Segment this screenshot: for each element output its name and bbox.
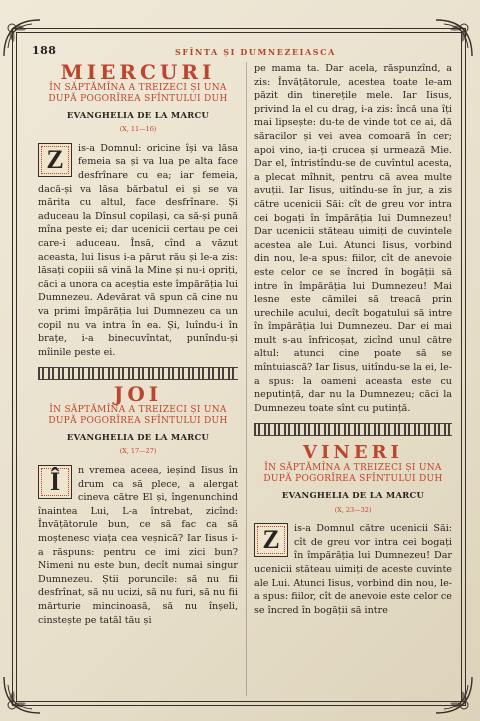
ornamental-divider <box>38 367 238 380</box>
scripture-reference: (X, 17—27) <box>119 447 157 456</box>
gospel-heading: EVANGHELIA DE LA MARCU <box>281 490 425 501</box>
gospel-text <box>254 522 452 617</box>
section-subtitle: ÎN SĂPTĂMÎNA A TREIZECI ȘI UNA DUPĂ POGORÎREA SFÎNTULUI DUH <box>263 463 443 485</box>
running-title: SFÎNTA ȘI DUMNEZEIASCA <box>175 47 336 57</box>
gospel-heading: EVANGHELIA DE LA MARCU <box>66 431 210 442</box>
ornamental-divider <box>254 423 452 436</box>
dropcap-letter: Z <box>46 144 64 174</box>
scripture-reference: (X, 23—32) <box>334 505 372 514</box>
corner-ornament-icon <box>434 675 474 715</box>
column-separator <box>246 62 247 696</box>
section-title-miercuri: MIERCURI <box>60 60 216 84</box>
left-column <box>38 62 238 627</box>
gospel-paragraph: is-a Domnul către ucenicii Săi: cît de greu vor intra cei bogați în împărăția lui Dumnezeu! Dar ucenicii stăteau uimiți de aceste cuvinte ale Lui. Atunci Iisus, vorbind din nou, le-a spus: fiilor, cît de anevoie este celor ce se încred în bogății să intre <box>254 523 452 616</box>
corner-ornament-icon <box>2 675 42 715</box>
gospel-paragraph-continuation: pe mama ta. Dar acela, răspunzînd, a zis: Învățătorule, acestea toate le-am păzit din tinerețile mele. Iar Iisus, privind la el cu drag, i-a zis: încă una îți mai lipsește: du-te de vinde tot ce ai, dă săracilor și vei avea comoară în cer; apoi vino, ia-ți crucea și urmează Mie. Dar el, întristîndu-se de cuvîntul acesta, a plecat mîhnit, pentru că avea multe avuții. Iar Iisus, uitîndu-se în jur, a zis către ucenicii Săi: cît de greu vor intra cei bogați în împărăția lui Dumnezeu! Dar ucenicii stăteau uimiți de cuvintele acestea ale Lui. Atunci Iisus, vorbind din nou, le-a spus: fiilor, cît de anevoie este celor ce se încred în bogății să intre în împărăția lui Dumnezeu! Mai lesne este cămilei să treacă prin urechile acului, decît bogatului să intre în împărăția lui Dumnezeu. Dar ei mai mult s-au înfricoșat, zicînd unul către altul: atunci cine poate să se mîntuiască? Iar Iisus, uitîndu-se la ei, le-a spus: la oameni aceasta este cu neputință, dar nu la Dumnezeu; căci la Dumnezeu toate sînt cu putință. <box>254 63 452 414</box>
dropcap-letter: Î <box>49 467 61 497</box>
gospel-paragraph: is-a Domnul: oricine își va lăsa femeia sa și va lua pe alta face desfrînare cu ea; iar femeia, dacă-și va lăsa bărbatul ei și se va mărita cu altul, face desfrînare. Și aduceau la Dînsul copilași, ca să-și pună mîna peste ei; dar ucenicii certau pe cei care-i aduceau. Însă, cînd a văzut aceasta, lui Iisus i-a părut rău și le-a zis: lăsați copiii să vină la Mine și nu-i opriți, căci a unora ca aceștia este împărăția lui Dumnezeu. Adevărat vă spun că cine nu va primi împărăția lui Dumnezeu ca un copil nu va intra în ea. Și, luîndu-i în brațe, i-a binecuvîntat, punîndu-și mîinile peste ei. <box>38 142 238 358</box>
gospel-text <box>38 464 238 627</box>
dropcap-ornament-icon <box>38 143 72 177</box>
dropcap-ornament-icon <box>38 465 72 499</box>
section-title-joi: JOI <box>113 382 163 407</box>
corner-ornament-icon <box>434 18 474 58</box>
dropcap-ornament-icon <box>254 523 288 557</box>
page-number: 188 <box>32 44 57 57</box>
section-subtitle: ÎN SĂPTĂMÎNA A TREIZECI ȘI UNA DUPĂ POGORÎREA SFÎNTULUI DUH <box>48 404 228 426</box>
right-column <box>254 62 452 617</box>
section-subtitle: ÎN SĂPTĂMÎNA A TREIZECI ȘI UNA DUPĂ POGORÎREA SFÎNTULUI DUH <box>48 82 228 104</box>
scripture-reference: (X, 11—16) <box>119 125 157 134</box>
gospel-paragraph: n vremea aceea, ieșind Iisus în drum ca să plece, a alergat cineva către El și, îngenunchind înaintea Lui, L-a întrebat, zicînd: Învățătorule bun, ce să fac ca să moștenesc viața cea veșnică? Iar Iisus i-a răspuns: pentru ce imi zici bun? Nimeni nu este bun, decît numai singur Dumnezeu. Știi poruncile: să nu fii desfrînat, să nu ucizi, să nu furi, să nu fii mărturie mincinoasă, să nu înșeli, cinstește pe tatăl tău și <box>38 465 238 626</box>
section-title-vineri: VINERI <box>303 442 403 464</box>
gospel-heading: EVANGHELIA DE LA MARCU <box>66 109 210 120</box>
dropcap-letter: Z <box>262 525 280 555</box>
gospel-text <box>38 142 238 360</box>
